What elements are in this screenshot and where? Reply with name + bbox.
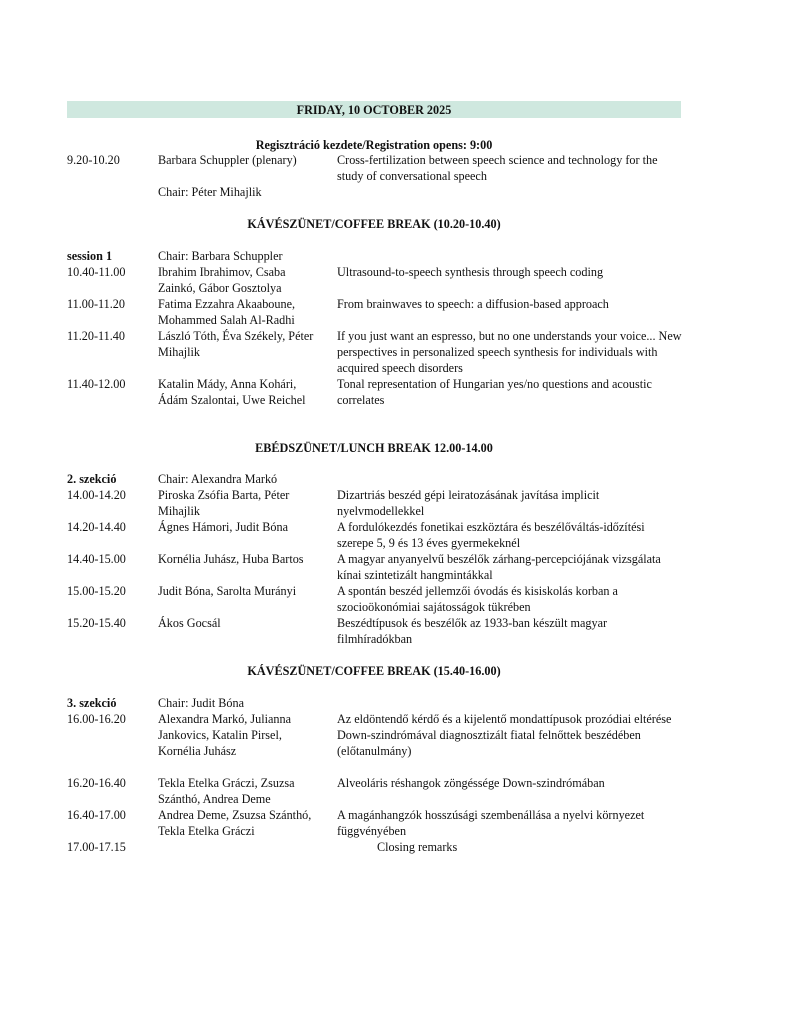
session-chair: Chair: Alexandra Markó [158, 472, 278, 486]
talk-title: Ultrasound-to-speech synthesis through speech coding [337, 265, 604, 279]
talk-authors: Piroska Zsófia Barta, Péter Mihajlik [158, 488, 290, 518]
talk-authors: Alexandra Markó, Julianna Jankovics, Katalin Pirsel, Kornélia Juhász [158, 712, 292, 758]
talk-title: Az eldöntendő kérdő és a kijelentő mondattípusok prozódiai eltérése Down-szindrómával diagnosztizált fiatal felnőttek beszédében (előtanulmány) [337, 712, 672, 758]
talk-title: Alveoláris réshangok zöngéssége Down-szindrómában [337, 776, 605, 790]
talk-time: 14.40-15.00 [67, 552, 126, 566]
talk-time: 11.40-12.00 [67, 377, 126, 391]
talk-authors: Judit Bóna, Sarolta Murányi [158, 584, 297, 598]
session-label: session 1 [67, 249, 113, 263]
talk-time: 16.00-16.20 [67, 712, 126, 726]
session-label: 2. szekció [67, 472, 117, 486]
talk-title: Beszédtípusok és beszélők az 1933-ban készült magyar filmhíradókban [337, 616, 608, 646]
talk-title: Tonal representation of Hungarian yes/no questions and acoustic correlates [337, 377, 652, 407]
talk-title: A spontán beszéd jellemzői óvodás és kisiskolás korban a szocioökonómiai sajátosságok tükrében [337, 584, 618, 614]
talk-time: 11.00-11.20 [67, 297, 125, 311]
coffee-break-2: KÁVÉSZÜNET/COFFEE BREAK (15.40-16.00) [247, 664, 501, 678]
plenary-time: 9.20-10.20 [67, 153, 120, 167]
coffee-break-1: KÁVÉSZÜNET/COFFEE BREAK (10.20-10.40) [247, 217, 501, 231]
registration-notice: Regisztráció kezdete/Registration opens: 9:00 [255, 138, 493, 152]
talk-authors: Ákos Gocsál [158, 616, 221, 630]
closing-time: 17.00-17.15 [67, 840, 126, 854]
talk-authors: Ibrahim Ibrahimov, Csaba Zainkó, Gábor Gosztolya [158, 265, 286, 295]
session-chair: Chair: Judit Bóna [158, 696, 244, 710]
talk-authors: Tekla Etelka Gráczi, Zsuzsa Szánthó, Andrea Deme [158, 776, 295, 806]
day-header: FRIDAY, 10 OCTOBER 2025 [67, 101, 681, 118]
talk-time: 10.40-11.00 [67, 265, 126, 279]
talk-title: A magyar anyanyelvű beszélők zárhang-percepciójának vizsgálata kínai szintetizált hangmintákkal [337, 552, 661, 582]
talk-time: 14.00-14.20 [67, 488, 126, 502]
talk-time: 11.20-11.40 [67, 329, 125, 343]
talk-title: If you just want an espresso, but no one understands your voice... New perspectives in personalized speech synthesis for individuals with acquired speech disorders [337, 329, 682, 375]
session-label: 3. szekció [67, 696, 117, 710]
talk-title: Dizartriás beszéd gépi leiratozásának javítása implicit nyelvmodellekkel [337, 488, 600, 518]
plenary-title: Cross-fertilization between speech science and technology for the study of conversational speech [337, 153, 658, 183]
talk-title: A magánhangzók hosszúsági szembenállása a nyelvi környezet függvényében [337, 808, 645, 838]
talk-authors: Katalin Mády, Anna Kohári, Ádám Szalontai, Uwe Reichel [158, 377, 306, 407]
session-chair: Chair: Barbara Schuppler [158, 249, 283, 263]
talk-time: 15.00-15.20 [67, 584, 126, 598]
talk-time: 16.20-16.40 [67, 776, 126, 790]
talk-title: From brainwaves to speech: a diffusion-based approach [337, 297, 609, 311]
plenary-chair: Chair: Péter Mihajlik [158, 185, 262, 199]
talk-authors: Kornélia Juhász, Huba Bartos [158, 552, 304, 566]
talk-authors: Fatima Ezzahra Akaaboune, Mohammed Salah Al-Radhi [158, 297, 296, 327]
talk-time: 15.20-15.40 [67, 616, 126, 630]
talk-time: 14.20-14.40 [67, 520, 126, 534]
lunch-break: EBÉDSZÜNET/LUNCH BREAK 12.00-14.00 [255, 441, 493, 455]
talk-title: A fordulókezdés fonetikai eszköztára és beszélőváltás-időzítési szerepe 5, 9 és 13 éves gyermekeknél [337, 520, 645, 550]
talk-authors: Andrea Deme, Zsuzsa Szánthó, Tekla Etelka Gráczi [158, 808, 312, 838]
talk-authors: Ágnes Hámori, Judit Bóna [158, 520, 288, 534]
closing-title: Closing remarks [377, 840, 458, 854]
talk-authors: László Tóth, Éva Székely, Péter Mihajlik [158, 329, 314, 359]
plenary-speaker: Barbara Schuppler (plenary) [158, 153, 297, 167]
talk-time: 16.40-17.00 [67, 808, 126, 822]
